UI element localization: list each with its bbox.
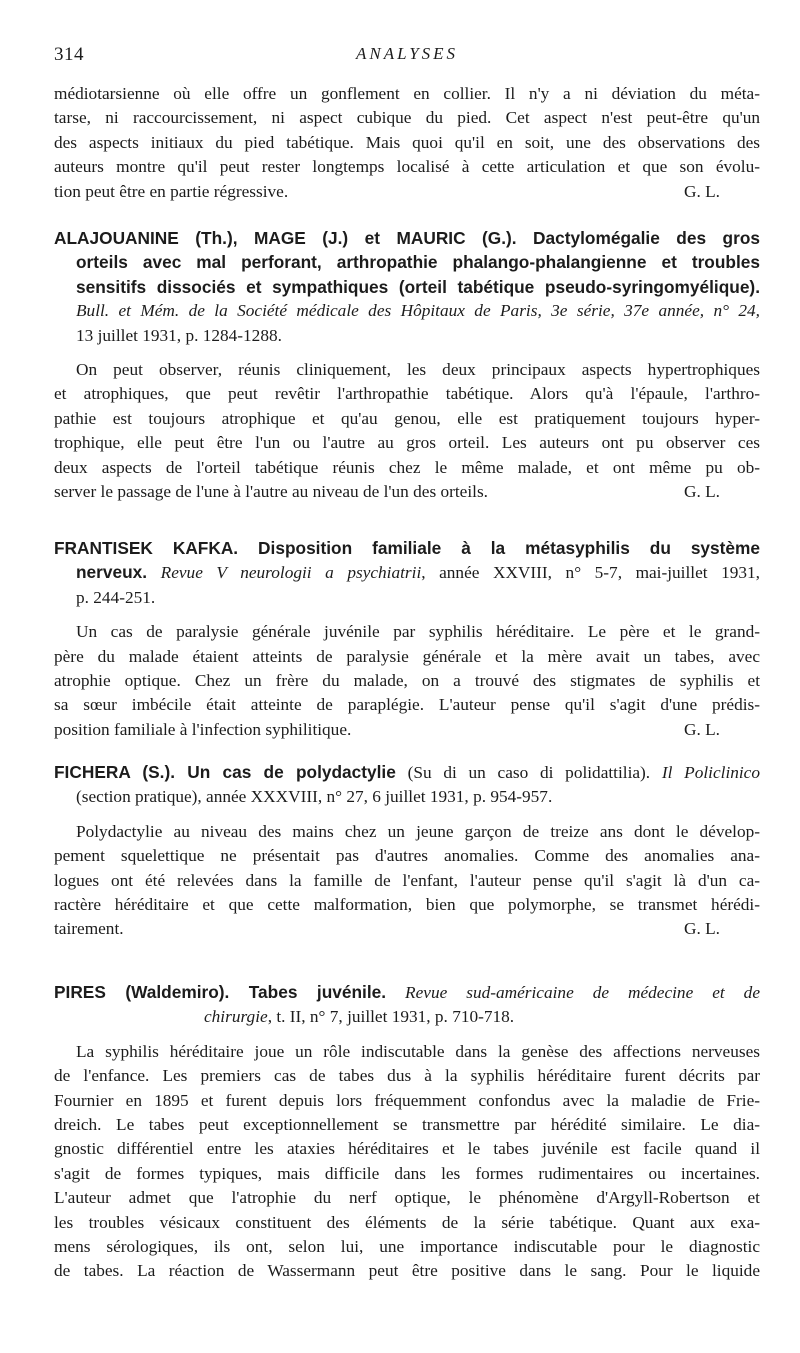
abstract-title-line: FRANTISEK KAFKA. Disposition familiale à la métasyphilis du système: [54, 538, 760, 558]
reference-line: chirurgie, t. II, n° 7, juillet 1931, p. 710-718.: [204, 1007, 515, 1027]
text-line: Fournier en 1895 et furent depuis lors fréquemment confondus avec la maladie de Frie-: [54, 1090, 760, 1110]
text-line: de l'enfance. Les premiers cas de tabes dus à la syphilis héréditaire furent décrits par: [54, 1066, 760, 1086]
text-line: atrophie optique. Chez un frère du malade, on a trouvé des stigmates de syphilis et: [54, 671, 760, 691]
text-line: de tabes. La réaction de Wassermann peut être positive dans le sang. Pour le liquide: [54, 1261, 760, 1281]
text-line: pement squelettique ne présentait pas d'autres anomalies. Comme des anomalies ana-: [54, 846, 760, 866]
abstract-fichera: [54, 760, 760, 942]
text-line: s'agit de formes typiques, mais difficile dans les formes rudimentaires ou incertaines.: [54, 1163, 760, 1183]
text-line: ractère héréditaire et que cette malformation, bien que polymorphe, se transmet hérédi-: [54, 895, 760, 915]
text-line: position familiale à l'infection syphilitique. G. L.: [54, 718, 760, 742]
text-line: mens sérologiques, ils ont, selon lui, une importance indiscutable pour le diagnostic: [54, 1237, 760, 1257]
abstract-title-line: orteils avec mal perforant, arthropathie phalango-phalangienne et troubles: [76, 252, 760, 273]
reference-line: (section pratique), année XXXVIII, n° 27, 6 juillet 1931, p. 954-957.: [76, 787, 553, 807]
text-line: sa sœur imbécile était atteinte de paraplégie. L'auteur pense qu'il s'agit d'une prédis-: [54, 695, 760, 715]
text-line: logues ont été relevées dans la famille de l'enfant, l'auteur pense qu'il s'agit là d'un ca-: [54, 870, 760, 890]
abstract-title-line: ALAJOUANINE (Th.), MAGE (J.) et MAURIC (G.). Dactylomégalie des gros: [54, 228, 760, 248]
abstract-title-line: PIRES (Waldemiro). Tabes juvénile. Revue sud-américaine de médecine et de: [54, 982, 760, 1002]
text-line: tairement. G. L.: [54, 917, 760, 941]
text-line: dreich. Le tabes peut exceptionnellement se transmettre par hérédité similaire. Le dia-: [54, 1115, 760, 1135]
text-line: pathie est toujours atrophique et qu'au genou, elle est pratiquement toujours hyper-: [54, 408, 760, 428]
intro-paragraph: [54, 82, 760, 204]
signature: G. L.: [684, 181, 720, 201]
reference-line: 13 juillet 1931, p. 1284-1288.: [76, 325, 282, 345]
text-line: deux aspects de l'orteil tabétique réunis chez le même malade, et ont même pu ob-: [54, 457, 760, 477]
text-line: Un cas de paralysie générale juvénile par syphilis héréditaire. Le père et le grand-: [76, 622, 760, 642]
signature: G. L.: [684, 919, 720, 939]
running-title: ANALYSES: [355, 44, 459, 63]
abstract-title-line: FICHERA (S.). Un cas de polydactylie (Su di un caso di polidattilia). Il Policlinico: [54, 762, 760, 782]
page-header: [54, 44, 760, 68]
text-line: et atrophiques, que peut revêtir l'arthropathie tabétique. Alors qu'à l'épaule, l'arthro-: [54, 384, 760, 404]
abstract-kafka: [54, 536, 760, 742]
text-line: médiotarsienne où elle offre un gonflement en collier. Il n'y a ni déviation du méta-: [54, 84, 760, 103]
abstract-pires: [54, 980, 760, 1284]
text-line: auteurs montre qu'il peut rester longtemps localisé à cette articulation et que son évolu-: [54, 157, 760, 177]
abstract-alajouanine: [54, 226, 760, 504]
text-line: Polydactylie au niveau des mains chez un jeune garçon de treize ans dont le dévelop-: [76, 821, 760, 841]
signature: G. L.: [684, 719, 720, 739]
text-line: tarse, ni raccourcissement, ni aspect cubique du pied. Cet aspect n'est peut-être qu'un: [54, 108, 760, 128]
abstract-title-line: nerveux. Revue V neurologii a psychiatrii, année XXVIII, n° 5-7, mai-juillet 1931,: [76, 562, 760, 583]
text-line: server le passage de l'une à l'autre au niveau de l'un des orteils. G. L.: [54, 480, 760, 504]
text-line: gnostic différentiel entre les ataxies héréditaires et le tabes juvénile est facile quand il: [54, 1139, 760, 1159]
page-number: 314: [54, 44, 84, 65]
abstract-title-line: sensitifs dissociés et sympathiques (orteil tabétique pseudo-syringomyélique).: [76, 276, 760, 297]
text-line: tion peut être en partie régressive. G. L.: [54, 180, 760, 204]
text-line: On peut observer, réunis cliniquement, les deux principaux aspects hypertrophiques: [76, 360, 760, 380]
reference-line: p. 244-251.: [76, 587, 156, 607]
text-line: les troubles vésicaux constituent des éléments de la série tabétique. Quant aux exa-: [54, 1212, 760, 1232]
text-line: des aspects initiaux du pied tabétique. Mais quoi qu'il en soit, une des observations des: [54, 132, 760, 152]
text-line: trophique, elle peut être l'un ou l'autre au gros orteil. Les auteurs ont pu observer ces: [54, 433, 760, 453]
text-line: père du malade étaient atteints de paralysie générale et la mère avait un tabes, avec: [54, 646, 760, 666]
reference-line: Bull. et Mém. de la Société médicale des Hôpitaux de Paris, 3e série, 37e année, n° 24,: [76, 301, 760, 321]
text-line: L'auteur admet que l'atrophie du nerf optique, le phénomène d'Argyll-Robertson et: [54, 1188, 760, 1208]
text-line: La syphilis héréditaire joue un rôle indiscutable dans la genèse des affections nerveuses: [76, 1041, 760, 1061]
signature: G. L.: [684, 482, 720, 502]
